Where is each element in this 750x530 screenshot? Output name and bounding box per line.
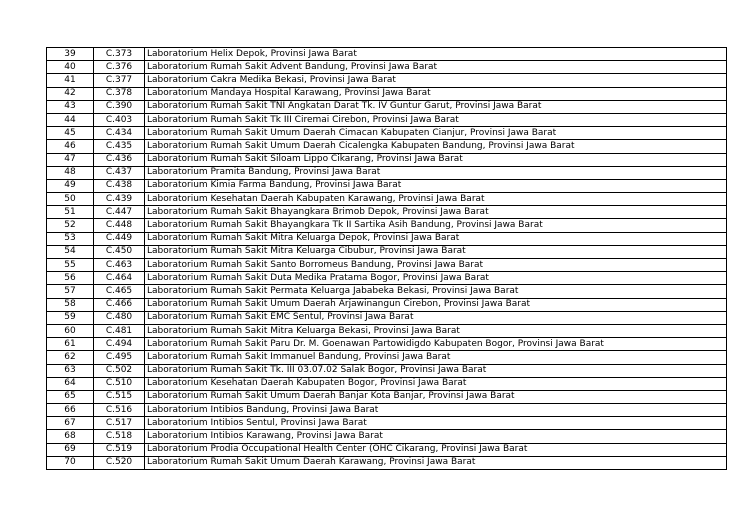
row-number-cell: 63	[47, 364, 94, 377]
lab-name-cell: Laboratorium Rumah Sakit Advent Bandung, Provinsi Jawa Barat	[145, 61, 727, 74]
lab-code-cell: C.447	[94, 206, 145, 219]
table-row	[47, 364, 727, 377]
table-row	[47, 127, 727, 140]
table-row	[47, 232, 727, 245]
row-number-cell: 39	[47, 48, 94, 61]
lab-code-cell: C.495	[94, 351, 145, 364]
lab-code-cell: C.480	[94, 311, 145, 324]
table-row	[47, 351, 727, 364]
lab-name-cell: Laboratorium Rumah Sakit Tk. III 03.07.02 Salak Bogor, Provinsi Jawa Barat	[145, 364, 727, 377]
lab-name-cell: Laboratorium Kesehatan Daerah Kabupaten Bogor, Provinsi Jawa Barat	[145, 377, 727, 390]
row-number-cell: 40	[47, 61, 94, 74]
table-row	[47, 61, 727, 74]
lab-code-cell: C.437	[94, 166, 145, 179]
table-row	[47, 338, 727, 351]
lab-name-cell: Laboratorium Rumah Sakit Umum Daerah Cimacan Kabupaten Cianjur, Provinsi Jawa Barat	[145, 127, 727, 140]
table-row	[47, 87, 727, 100]
row-number-cell: 52	[47, 219, 94, 232]
table-row	[47, 206, 727, 219]
lab-code-cell: C.448	[94, 219, 145, 232]
table-row	[47, 298, 727, 311]
row-number-cell: 45	[47, 127, 94, 140]
lab-code-cell: C.494	[94, 338, 145, 351]
lab-code-cell: C.464	[94, 272, 145, 285]
laboratory-table	[46, 47, 727, 470]
lab-code-cell: C.510	[94, 377, 145, 390]
lab-name-cell: Laboratorium Rumah Sakit Umum Daerah Cicalengka Kabupaten Bandung, Provinsi Jawa Barat	[145, 140, 727, 153]
lab-name-cell: Laboratorium Kesehatan Daerah Kabupaten Karawang, Provinsi Jawa Barat	[145, 193, 727, 206]
lab-code-cell: C.377	[94, 74, 145, 87]
table-row	[47, 390, 727, 403]
row-number-cell: 44	[47, 113, 94, 126]
lab-name-cell: Laboratorium Intibios Bandung, Provinsi Jawa Barat	[145, 404, 727, 417]
lab-code-cell: C.403	[94, 113, 145, 126]
table-row	[47, 377, 727, 390]
row-number-cell: 64	[47, 377, 94, 390]
table-row	[47, 311, 727, 324]
row-number-cell: 59	[47, 311, 94, 324]
table-row	[47, 285, 727, 298]
table-row	[47, 259, 727, 272]
table-row	[47, 324, 727, 337]
row-number-cell: 53	[47, 232, 94, 245]
lab-name-cell: Laboratorium Rumah Sakit EMC Sentul, Provinsi Jawa Barat	[145, 311, 727, 324]
table-row	[47, 113, 727, 126]
lab-name-cell: Laboratorium Rumah Sakit Immanuel Bandung, Provinsi Jawa Barat	[145, 351, 727, 364]
lab-code-cell: C.481	[94, 324, 145, 337]
lab-code-cell: C.434	[94, 127, 145, 140]
lab-code-cell: C.450	[94, 245, 145, 258]
lab-code-cell: C.449	[94, 232, 145, 245]
lab-name-cell: Laboratorium Rumah Sakit Santo Borromeus Bandung, Provinsi Jawa Barat	[145, 259, 727, 272]
lab-code-cell: C.520	[94, 456, 145, 469]
lab-code-cell: C.438	[94, 179, 145, 192]
lab-name-cell: Laboratorium Rumah Sakit Bhayangkara Brimob Depok, Provinsi Jawa Barat	[145, 206, 727, 219]
table-row	[47, 430, 727, 443]
lab-code-cell: C.373	[94, 48, 145, 61]
table-row	[47, 179, 727, 192]
lab-name-cell: Laboratorium Rumah Sakit Bhayangkara Tk II Sartika Asih Bandung, Provinsi Jawa Barat	[145, 219, 727, 232]
table-row	[47, 193, 727, 206]
lab-name-cell: Laboratorium Rumah Sakit Umum Daerah Arjawinangun Cirebon, Provinsi Jawa Barat	[145, 298, 727, 311]
table-row	[47, 219, 727, 232]
lab-name-cell: Laboratorium Rumah Sakit Mitra Keluarga Cibubur, Provinsi Jawa Barat	[145, 245, 727, 258]
lab-name-cell: Laboratorium Rumah Sakit TNI Angkatan Darat Tk. IV Guntur Garut, Provinsi Jawa Barat	[145, 100, 727, 113]
table-row	[47, 443, 727, 456]
row-number-cell: 58	[47, 298, 94, 311]
row-number-cell: 49	[47, 179, 94, 192]
lab-code-cell: C.436	[94, 153, 145, 166]
lab-code-cell: C.390	[94, 100, 145, 113]
lab-name-cell: Laboratorium Rumah Sakit Umum Daerah Banjar Kota Banjar, Provinsi Jawa Barat	[145, 390, 727, 403]
table-row	[47, 417, 727, 430]
row-number-cell: 62	[47, 351, 94, 364]
lab-name-cell: Laboratorium Pramita Bandung, Provinsi Jawa Barat	[145, 166, 727, 179]
row-number-cell: 54	[47, 245, 94, 258]
row-number-cell: 43	[47, 100, 94, 113]
row-number-cell: 46	[47, 140, 94, 153]
row-number-cell: 65	[47, 390, 94, 403]
lab-name-cell: Laboratorium Kimia Farma Bandung, Provinsi Jawa Barat	[145, 179, 727, 192]
row-number-cell: 48	[47, 166, 94, 179]
row-number-cell: 42	[47, 87, 94, 100]
lab-name-cell: Laboratorium Rumah Sakit Umum Daerah Karawang, Provinsi Jawa Barat	[145, 456, 727, 469]
lab-code-cell: C.515	[94, 390, 145, 403]
lab-name-cell: Laboratorium Mandaya Hospital Karawang, Provinsi Jawa Barat	[145, 87, 727, 100]
lab-code-cell: C.463	[94, 259, 145, 272]
row-number-cell: 50	[47, 193, 94, 206]
lab-name-cell: Laboratorium Cakra Medika Bekasi, Provinsi Jawa Barat	[145, 74, 727, 87]
lab-name-cell: Laboratorium Intibios Sentul, Provinsi Jawa Barat	[145, 417, 727, 430]
row-number-cell: 66	[47, 404, 94, 417]
lab-code-cell: C.439	[94, 193, 145, 206]
table-row	[47, 140, 727, 153]
row-number-cell: 55	[47, 259, 94, 272]
row-number-cell: 60	[47, 324, 94, 337]
lab-code-cell: C.516	[94, 404, 145, 417]
row-number-cell: 57	[47, 285, 94, 298]
row-number-cell: 56	[47, 272, 94, 285]
table-row	[47, 456, 727, 469]
lab-name-cell: Laboratorium Rumah Sakit Duta Medika Pratama Bogor, Provinsi Jawa Barat	[145, 272, 727, 285]
lab-name-cell: Laboratorium Helix Depok, Provinsi Jawa Barat	[145, 48, 727, 61]
row-number-cell: 51	[47, 206, 94, 219]
lab-code-cell: C.519	[94, 443, 145, 456]
lab-code-cell: C.502	[94, 364, 145, 377]
lab-code-cell: C.518	[94, 430, 145, 443]
row-number-cell: 68	[47, 430, 94, 443]
lab-name-cell: Laboratorium Intibios Karawang, Provinsi Jawa Barat	[145, 430, 727, 443]
row-number-cell: 41	[47, 74, 94, 87]
lab-code-cell: C.378	[94, 87, 145, 100]
lab-code-cell: C.435	[94, 140, 145, 153]
table-row	[47, 74, 727, 87]
lab-name-cell: Laboratorium Rumah Sakit Tk III Ciremai Cirebon, Provinsi Jawa Barat	[145, 113, 727, 126]
table-row	[47, 404, 727, 417]
lab-name-cell: Laboratorium Rumah Sakit Paru Dr. M. Goenawan Partowidigdo Kabupaten Bogor, Provinsi Jawa Barat	[145, 338, 727, 351]
lab-code-cell: C.376	[94, 61, 145, 74]
lab-name-cell: Laboratorium Rumah Sakit Mitra Keluarga Depok, Provinsi Jawa Barat	[145, 232, 727, 245]
row-number-cell: 61	[47, 338, 94, 351]
row-number-cell: 47	[47, 153, 94, 166]
lab-name-cell: Laboratorium Rumah Sakit Mitra Keluarga Bekasi, Provinsi Jawa Barat	[145, 324, 727, 337]
lab-code-cell: C.517	[94, 417, 145, 430]
lab-name-cell: Laboratorium Rumah Sakit Siloam Lippo Cikarang, Provinsi Jawa Barat	[145, 153, 727, 166]
lab-code-cell: C.466	[94, 298, 145, 311]
table-row	[47, 272, 727, 285]
row-number-cell: 69	[47, 443, 94, 456]
lab-name-cell: Laboratorium Prodia Occupational Health Center (OHC Cikarang, Provinsi Jawa Barat	[145, 443, 727, 456]
row-number-cell: 67	[47, 417, 94, 430]
lab-name-cell: Laboratorium Rumah Sakit Permata Keluarga Jababeka Bekasi, Provinsi Jawa Barat	[145, 285, 727, 298]
table-row	[47, 166, 727, 179]
table-row	[47, 153, 727, 166]
table-row	[47, 48, 727, 61]
laboratory-table-body	[47, 48, 727, 470]
table-row	[47, 100, 727, 113]
row-number-cell: 70	[47, 456, 94, 469]
table-row	[47, 245, 727, 258]
lab-code-cell: C.465	[94, 285, 145, 298]
